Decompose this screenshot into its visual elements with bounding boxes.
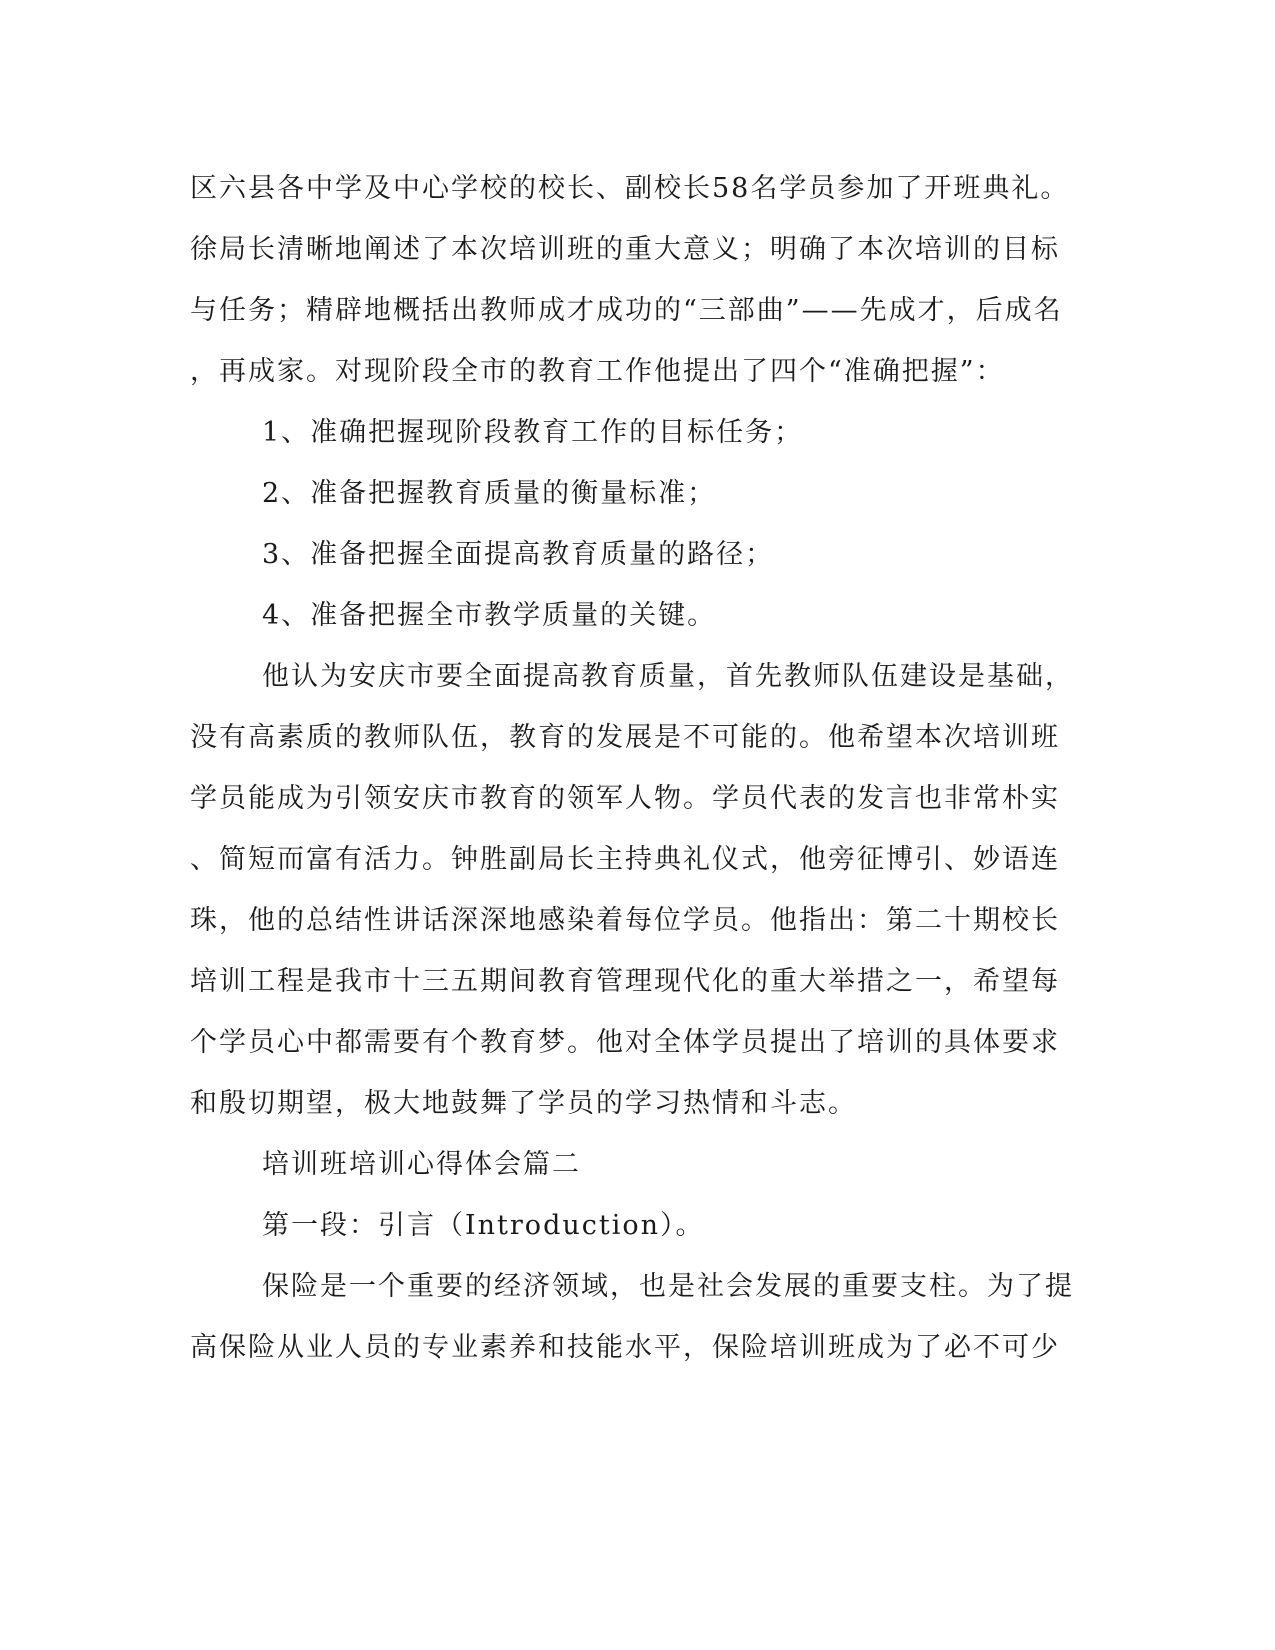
paragraph-line: 个学员心中都需要有个教育梦。他对全体学员提出了培训的具体要求 xyxy=(190,1027,1060,1058)
paragraph-line: 高保险从业人员的专业素养和技能水平，保险培训班成为了必不可少 xyxy=(190,1332,1060,1363)
paragraph-line: 区六县各中学及中心学校的校长、副校长58名学员参加了开班典礼。 xyxy=(190,173,1070,204)
paragraph-line: 和殷切期望，极大地鼓舞了学员的学习热情和斗志。 xyxy=(190,1088,857,1119)
list-item: 3、准备把握全面提高教育质量的路径； xyxy=(262,539,775,570)
paragraph-line: 他认为安庆市要全面提高教育质量，首先教师队伍建设是基础， xyxy=(262,661,1074,692)
paragraph-line: 与任务；精辟地概括出教师成才成功的“三部曲”——先成才，后成名 xyxy=(190,295,1063,326)
paragraph-line: 徐局长清晰地阐述了本次培训班的重大意义；明确了本次培训的目标 xyxy=(190,234,1060,265)
paragraph-line: 没有高素质的教师队伍，教育的发展是不可能的。他希望本次培训班 xyxy=(190,722,1060,753)
paragraph-line: ，再成家。对现阶段全市的教育工作他提出了四个“准确把握”： xyxy=(190,356,1005,387)
paragraph-line: 学员能成为引领安庆市教育的领军人物。学员代表的发言也非常朴实 xyxy=(190,783,1060,814)
list-item: 4、准备把握全市教学质量的关键。 xyxy=(262,600,717,631)
paragraph-line: 保险是一个重要的经济领域，也是社会发展的重要支柱。为了提 xyxy=(262,1271,1074,1302)
list-item: 2、准备把握教育质量的衡量标准； xyxy=(262,478,717,509)
section-subtitle: 第一段：引言（Introduction）。 xyxy=(262,1210,705,1241)
paragraph-line: 培训工程是我市十三五期间教育管理现代化的重大举措之一，希望每 xyxy=(190,966,1060,997)
section-title: 培训班培训心得体会篇二 xyxy=(262,1149,581,1180)
paragraph-line: 、简短而富有活力。钟胜副局长主持典礼仪式，他旁征博引、妙语连 xyxy=(190,844,1060,875)
list-item: 1、准确把握现阶段教育工作的目标任务； xyxy=(262,417,804,448)
paragraph-line: 珠，他的总结性讲话深深地感染着每位学员。他指出：第二十期校长 xyxy=(190,905,1060,936)
document-body xyxy=(190,158,1090,1378)
